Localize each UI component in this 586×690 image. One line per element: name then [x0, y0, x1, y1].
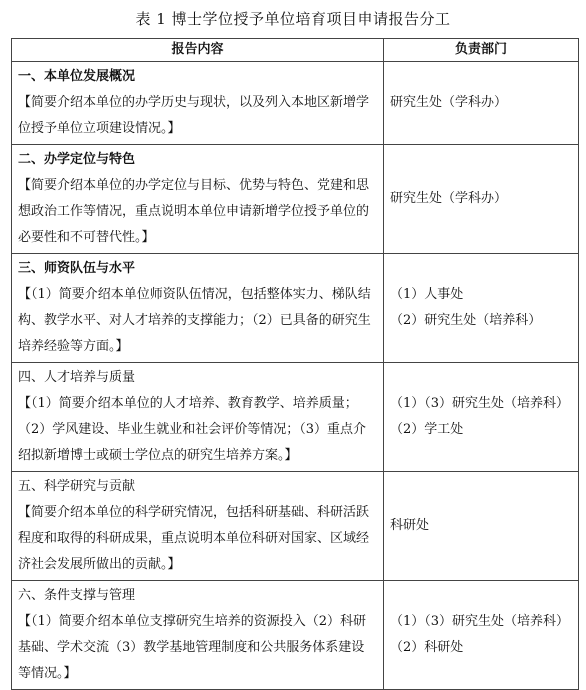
- section-description: 【（1）简要介绍本单位师资队伍情况，包括整体实力、梯队结构、教学水平、对人才培养的支撑能力；（2）已具备的研究生培养经验等方面。】: [18, 287, 371, 354]
- department-name: （2）学工处: [390, 422, 464, 437]
- section-description: 【（1）简要介绍本单位的人才培养、教育教学、培养质量；（2）学风建设、毕业生就业和社会评价等情况；（3）重点介绍拟新增博士或硕士学位点的研究生培养方案。】: [18, 396, 367, 463]
- header-department: 负责部门: [384, 39, 579, 62]
- section-title: 二、办学定位与特色: [18, 152, 136, 167]
- content-cell: [12, 472, 384, 581]
- table-row: [12, 254, 579, 363]
- content-cell: [12, 254, 384, 363]
- table-row: [12, 363, 579, 472]
- table-row: [12, 62, 579, 145]
- section-description: 【简要介绍本单位的科学研究情况，包括科研基础、科研活跃程度和取得的科研成果，重点说明本单位科研对国家、区域经济社会发展所做出的贡献。】: [18, 505, 370, 572]
- header-report-content: 报告内容: [12, 39, 384, 62]
- section-title: 六、条件支撑与管理: [18, 588, 136, 603]
- department-name: （1）（3）研究生处（培养科）: [390, 614, 570, 629]
- department-name: （1）人事处: [390, 287, 464, 302]
- department-cell: [384, 363, 579, 472]
- department-cell: [384, 254, 579, 363]
- section-title: 五、科学研究与贡献: [18, 479, 136, 494]
- department-name: （1）（3）研究生处（培养科）: [390, 396, 570, 411]
- table-caption: 表 1 博士学位授予单位培育项目申请报告分工: [135, 10, 451, 28]
- table-row: [12, 581, 579, 690]
- section-description: 【（1）简要介绍本单位支撑研究生培养的资源投入（2）科研基础、学术交流（3）教学基地管理制度和公共服务体系建设等情况。】: [18, 614, 367, 681]
- department-cell: [384, 145, 579, 254]
- section-title: 三、师资队伍与水平: [18, 261, 136, 276]
- table-header-row: [12, 39, 579, 62]
- department-cell: [384, 581, 579, 690]
- department-name: 研究生处（学科办）: [390, 95, 508, 110]
- table-row: [12, 145, 579, 254]
- department-name: 科研处: [390, 518, 430, 533]
- section-title: 一、本单位发展概况: [18, 69, 136, 84]
- department-name: 研究生处（学科办）: [390, 191, 508, 206]
- section-description: 【简要介绍本单位的办学定位与目标、优势与特色、党建和思想政治工作等情况，重点说明本单位申请新增学位授予单位的必要性和不可替代性。】: [18, 178, 370, 245]
- department-name: （2）研究生处（培养科）: [390, 313, 542, 328]
- table-row: [12, 472, 579, 581]
- section-description: 【简要介绍本单位的办学历史与现状，以及列入本地区新增学位授予单位立项建设情况。】: [18, 95, 370, 136]
- department-cell: [384, 472, 579, 581]
- content-cell: [12, 581, 384, 690]
- section-title: 四、人才培养与质量: [18, 370, 136, 385]
- department-name: （2）科研处: [390, 640, 464, 655]
- report-division-table: [11, 38, 579, 690]
- content-cell: [12, 62, 384, 145]
- department-cell: [384, 62, 579, 145]
- content-cell: [12, 363, 384, 472]
- content-cell: [12, 145, 384, 254]
